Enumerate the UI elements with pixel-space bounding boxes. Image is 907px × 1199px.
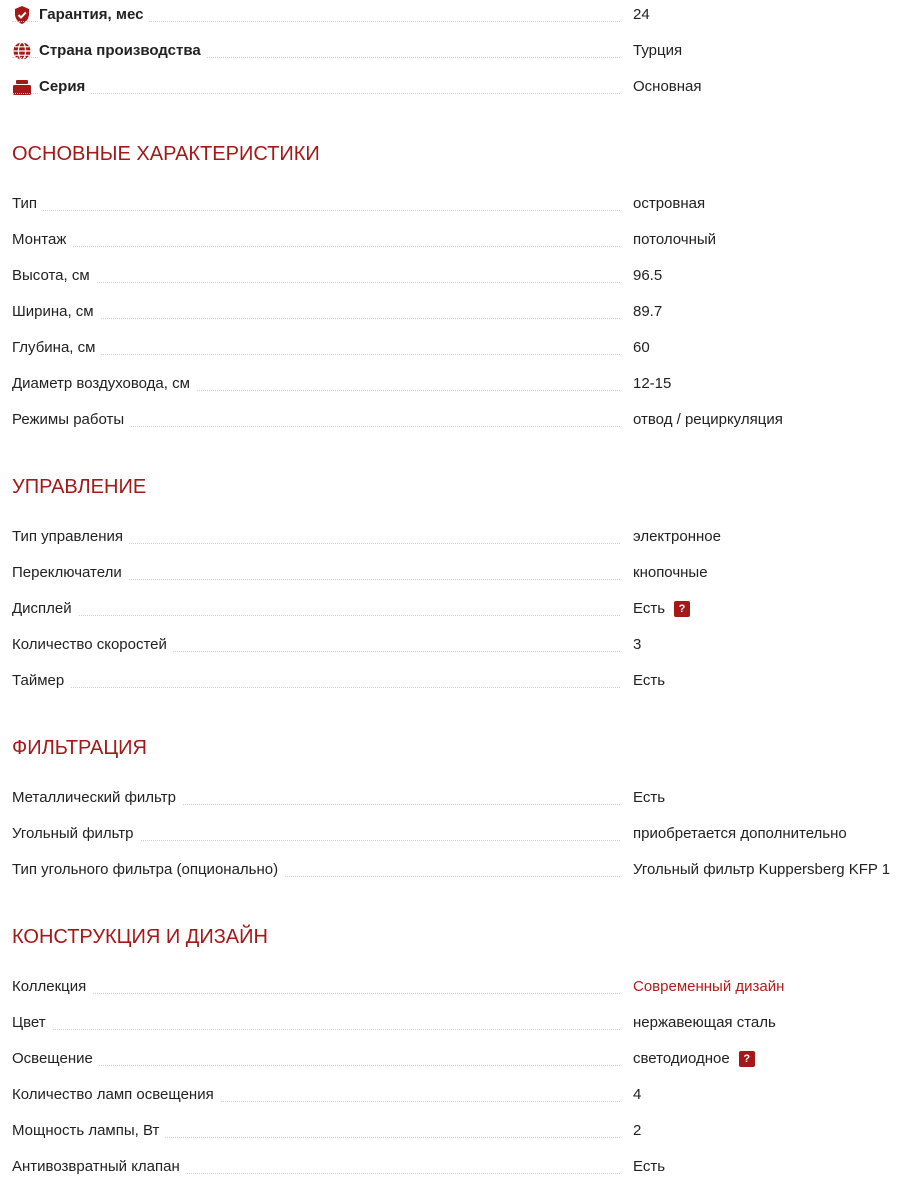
spec-value-wrap (633, 1041, 755, 1077)
spec-value: Есть (633, 600, 666, 617)
spec-row-warranty (0, 0, 907, 33)
dotted-leader (12, 1029, 620, 1030)
spec-value: 60 (633, 339, 650, 356)
spec-value: Есть (633, 1158, 666, 1175)
spec-label: Угольный фильтр (12, 816, 140, 852)
spec-value: Турция (633, 42, 683, 59)
section-title-control: УПРАВЛЕНИЕ (12, 476, 147, 498)
spec-row (0, 969, 907, 1005)
spec-label: Гарантия, мес (39, 0, 149, 33)
spec-label: Режимы работы (12, 402, 130, 438)
spec-label: Монтаж (12, 222, 72, 258)
spec-row (0, 627, 907, 663)
help-icon[interactable]: ? (674, 601, 690, 617)
spec-row (0, 816, 907, 852)
spec-value: Есть (633, 789, 666, 806)
spec-label: Глубина, см (12, 330, 101, 366)
spec-label: Страна производства (39, 33, 207, 69)
spec-label: Таймер (12, 663, 70, 699)
spec-value: светодиодное (633, 1050, 730, 1067)
dotted-leader (12, 246, 620, 247)
section-title-main: ОСНОВНЫЕ ХАРАКТЕРИСТИКИ (12, 143, 320, 165)
spec-row (0, 852, 907, 888)
spec-row (0, 258, 907, 294)
spec-label: Переключатели (12, 555, 128, 591)
spec-value: нержавеющая сталь (633, 1014, 776, 1031)
spec-row (0, 402, 907, 438)
spec-label: Коллекция (12, 969, 92, 1005)
dotted-leader (12, 282, 620, 283)
spec-value: Угольный фильтр Kuppersberg KFP 1 (633, 861, 891, 878)
spec-row (0, 663, 907, 699)
spec-value: приобретается дополнительно (633, 825, 847, 842)
spec-label: Освещение (12, 1041, 99, 1077)
spec-row (0, 366, 907, 402)
globe-icon (12, 41, 32, 61)
dotted-leader (12, 354, 620, 355)
spec-label: Тип угольного фильтра (опционально) (12, 852, 284, 888)
section-title-design: КОНСТРУКЦИЯ И ДИЗАЙН (12, 926, 268, 948)
spec-label: Ширина, см (12, 294, 100, 330)
spec-row (0, 1077, 907, 1113)
spec-value: 89.7 (633, 303, 663, 320)
spec-value: 12-15 (633, 375, 672, 392)
spec-row (0, 294, 907, 330)
dotted-leader (12, 1065, 620, 1066)
spec-row (0, 330, 907, 366)
spec-value: Есть (633, 672, 666, 689)
spec-label: Диаметр воздуховода, см (12, 366, 196, 402)
spec-value: 96.5 (633, 267, 663, 284)
collection-link[interactable]: Современный дизайн (633, 978, 785, 995)
spec-row (0, 591, 907, 627)
dotted-leader (12, 615, 620, 616)
shield-check-icon (12, 5, 32, 25)
spec-row (0, 555, 907, 591)
spec-label: Дисплей (12, 591, 78, 627)
spec-label: Количество ламп освещения (12, 1077, 220, 1113)
spec-row-country (0, 33, 907, 69)
spec-value: потолочный (633, 231, 717, 248)
spec-value: 2 (633, 1122, 642, 1139)
spec-row (0, 1041, 907, 1077)
spec-row (0, 1113, 907, 1149)
spec-row (0, 519, 907, 555)
spec-label: Серия (39, 69, 91, 105)
spec-label: Металлический фильтр (12, 780, 182, 816)
help-icon[interactable]: ? (739, 1051, 755, 1067)
spec-label: Количество скоростей (12, 627, 173, 663)
spec-value-wrap (633, 591, 690, 627)
spec-label: Мощность лампы, Вт (12, 1113, 165, 1149)
spec-value: Основная (633, 78, 702, 95)
spec-value: электронное (633, 528, 721, 545)
spec-row (0, 186, 907, 222)
dotted-leader (12, 210, 620, 211)
spec-label: Высота, см (12, 258, 96, 294)
spec-label: Антивозвратный клапан (12, 1149, 186, 1185)
spec-label: Цвет (12, 1005, 52, 1041)
dotted-leader (12, 93, 620, 94)
spec-value: кнопочные (633, 564, 708, 581)
spec-row (0, 1149, 907, 1185)
spec-value: 3 (633, 636, 642, 653)
spec-row (0, 1005, 907, 1041)
spec-value: 24 (633, 6, 650, 23)
dotted-leader (12, 687, 620, 688)
spec-label: Тип управления (12, 519, 129, 555)
spec-row-series (0, 69, 907, 105)
dotted-leader (12, 318, 620, 319)
spec-row (0, 780, 907, 816)
section-title-filtration: ФИЛЬТРАЦИЯ (12, 737, 147, 759)
spec-value: отвод / рециркуляция (633, 411, 783, 428)
spec-value: 4 (633, 1086, 642, 1103)
spec-label: Тип (12, 186, 43, 222)
series-box-icon (12, 77, 32, 97)
spec-row (0, 222, 907, 258)
spec-value: островная (633, 195, 706, 212)
dotted-leader (12, 993, 620, 994)
